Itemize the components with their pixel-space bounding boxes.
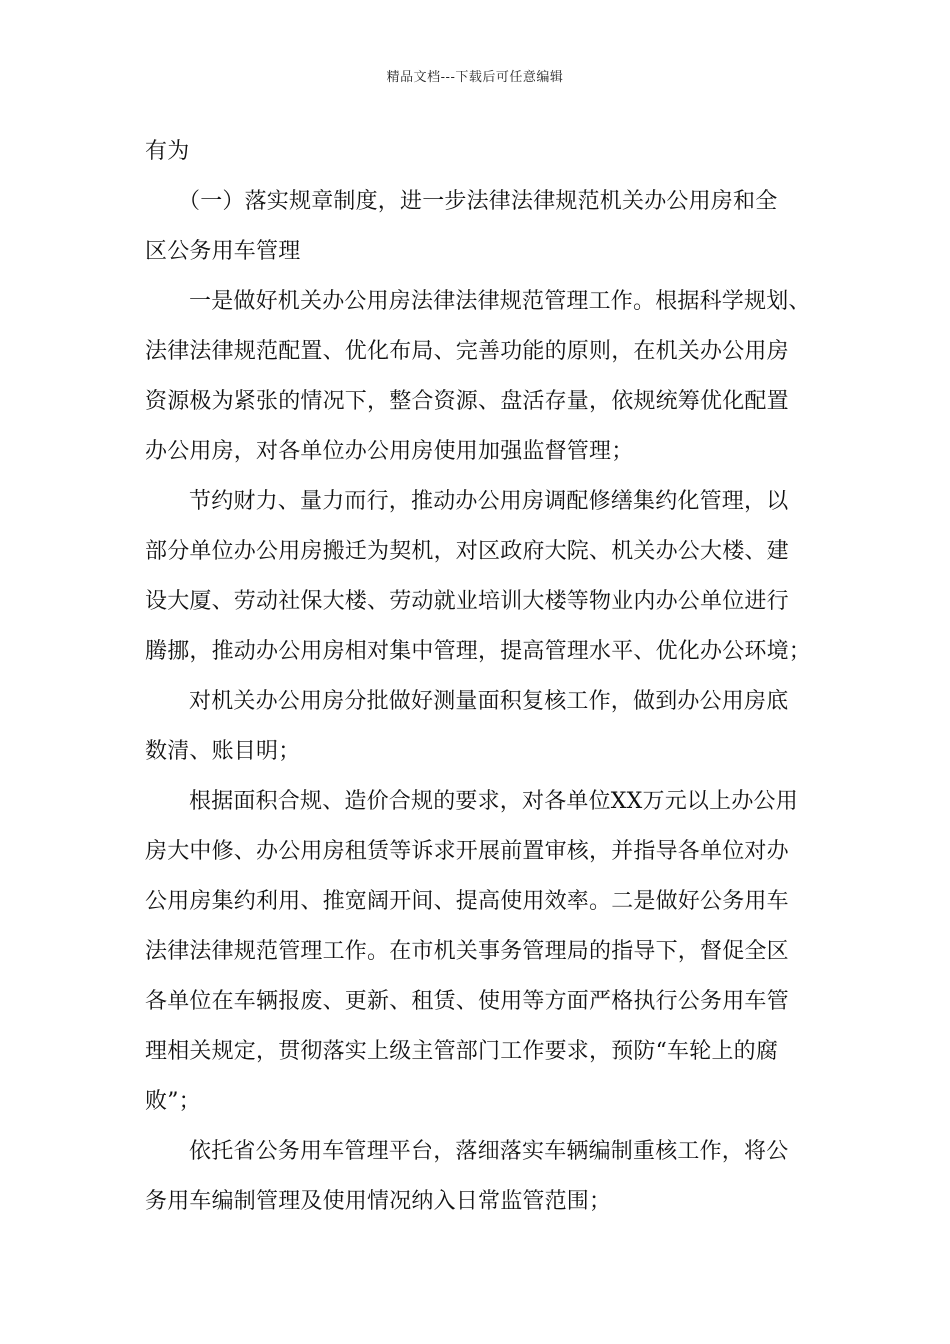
text-line: 法律法律规范管理工作。在市机关事务管理局的指导下，督促全区 <box>145 939 789 964</box>
text-line: 设大厦、劳动社保大楼、劳动就业培训大楼等物业内办公单位进行 <box>145 589 789 614</box>
text-line: 腾挪，推动办公用房相对集中管理，提高管理水平、优化办公环境； <box>145 639 812 664</box>
text-line: 法律法律规范配置、优化布局、完善功能的原则，在机关办公用房 <box>145 339 789 364</box>
page-header: 精品文档---下载后可任意编辑 <box>386 70 564 85</box>
text-line: 有为 <box>145 139 190 164</box>
text-line: 办公用房，对各单位办公用房使用加强监督管理； <box>145 439 634 464</box>
section-heading: （一）落实规章制度，进一步法律法律规范机关办公用房和全 <box>178 189 778 214</box>
paragraph-start: 节约财力、量力而行，推动办公用房调配修缮集约化管理，以 <box>189 489 789 514</box>
text-line: 公用房集约利用、推宽阔开间、提高使用效率。二是做好公务用车 <box>145 889 789 914</box>
text-line: 败”； <box>145 1089 201 1114</box>
paragraph-start: 依托省公务用车管理平台，落细落实车辆编制重核工作，将公 <box>189 1139 789 1164</box>
paragraph-start: 对机关办公用房分批做好测量面积复核工作，做到办公用房底 <box>189 689 789 714</box>
text-line: 部分单位办公用房搬迁为契机，对区政府大院、机关办公大楼、建 <box>145 539 789 564</box>
text-line: 数清、账目明； <box>145 739 301 764</box>
paragraph-start: 根据面积合规、造价合规的要求，对各单位XX万元以上办公用 <box>189 789 798 814</box>
text-line: 理相关规定，贯彻落实上级主管部门工作要求，预防“车轮上的腐 <box>145 1039 779 1064</box>
text-line: 区公务用车管理 <box>145 239 301 264</box>
text-line: 房大中修、办公用房租赁等诉求开展前置审核，并指导各单位对办 <box>145 839 789 864</box>
text-line: 资源极为紧张的情况下，整合资源、盘活存量，依规统筹优化配置 <box>145 389 789 414</box>
text-line: 各单位在车辆报废、更新、租赁、使用等方面严格执行公务用车管 <box>145 989 789 1014</box>
text-line: 务用车编制管理及使用情况纳入日常监管范围； <box>145 1189 612 1214</box>
document-body <box>145 127 815 1227</box>
paragraph-start: 一是做好机关办公用房法律法律规范管理工作。根据科学规划、 <box>189 289 811 314</box>
